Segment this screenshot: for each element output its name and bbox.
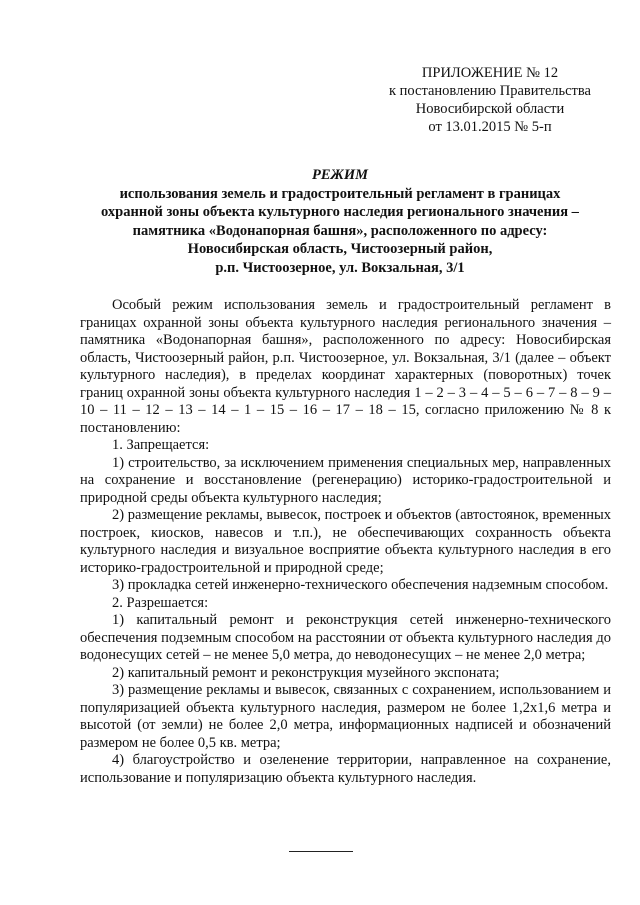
permitted-item: 4) благоустройство и озеленение территории, направленное на сохранение, использование и популяризацию объекта культурного наследия. xyxy=(80,752,611,786)
title-line: р.п. Чистоозерное, ул. Вокзальная, 3/1 xyxy=(215,259,465,276)
document-body xyxy=(80,297,611,787)
appendix-header xyxy=(380,64,600,136)
permitted-item: 3) размещение рекламы и вывесок, связанных с сохранением, использованием и популяризацией объекта культурного наследия, размером не более 1,2x1,6 метра и высотой (от земли) не более 2,0 метра, информационных надписей и обозначений размером не более 0,5 кв. метра; xyxy=(80,682,611,751)
permitted-item: 1) капитальный ремонт и реконструкция сетей инженерно-технического обеспечения подземным способом на расстоянии от объекта культурного наследия до водонесущих сетей – не менее 5,0 метра, до неводонесущих – не менее 2,0 метра; xyxy=(80,612,611,663)
title-heading: РЕЖИМ xyxy=(311,167,368,183)
appendix-region: Новосибирской области xyxy=(415,101,565,117)
section-heading-permitted: 2. Разрешается: xyxy=(112,594,209,611)
end-divider xyxy=(289,851,353,852)
title-line: охранной зоны объекта культурного наследия регионального значения – xyxy=(101,204,579,220)
section-heading-prohibited: 1. Запрещается: xyxy=(112,437,210,453)
title-line: памятника «Водонапорная башня», расположенного по адресу: xyxy=(132,222,548,239)
title-line: использования земель и градостроительный регламент в границах xyxy=(119,185,561,202)
document-title xyxy=(80,166,600,277)
title-line: Новосибирская область, Чистоозерный район, xyxy=(187,241,493,257)
prohibited-item: 2) размещение рекламы, вывесок, построек и объектов (автостоянок, временных построек, киосков, навесов и т.п.), не обеспечивающих сохранность объекта культурного наследия и визуальное восприятие объекта культурного наследия в его историко-градостроительной и природной среде; xyxy=(80,507,611,576)
prohibited-item: 1) строительство, за исключением применения специальных мер, направленных на сохранение и восстановление (регенерацию) историко-градостроительной и природной среды объекта культурного наследия; xyxy=(80,454,611,506)
appendix-number: ПРИЛОЖЕНИЕ № 12 xyxy=(421,65,559,81)
appendix-date: от 13.01.2015 № 5-п xyxy=(428,119,552,135)
intro-paragraph: Особый режим использования земель и градостроительный регламент в границах охранной зоны объекта культурного наследия регионального значения – памятника «Водонапорная башня», расположенного по адресу: Новосибирская область, Чистоозерный район, р.п. Чистоозерное, ул. Вокзальная, 3/1 (далее – объект культурного наследия), в пределах координат характерных (поворотных) точек границ охранной зоны объекта культурного наследия 1 – 2 – 3 – 4 – 5 – 6 – 7 – 8 – 9 – 10 – 11 – 12 – 13 – 14 – 1 – 15 – 16 – 17 – 18 – 15, согласно приложению № 8 к постановлению: xyxy=(80,297,611,436)
appendix-reference: к постановлению Правительства xyxy=(389,83,591,99)
permitted-item: 2) капитальный ремонт и реконструкция музейного экспоната; xyxy=(112,664,500,681)
prohibited-item: 3) прокладка сетей инженерно-технического обеспечения надземным способом. xyxy=(112,577,609,593)
